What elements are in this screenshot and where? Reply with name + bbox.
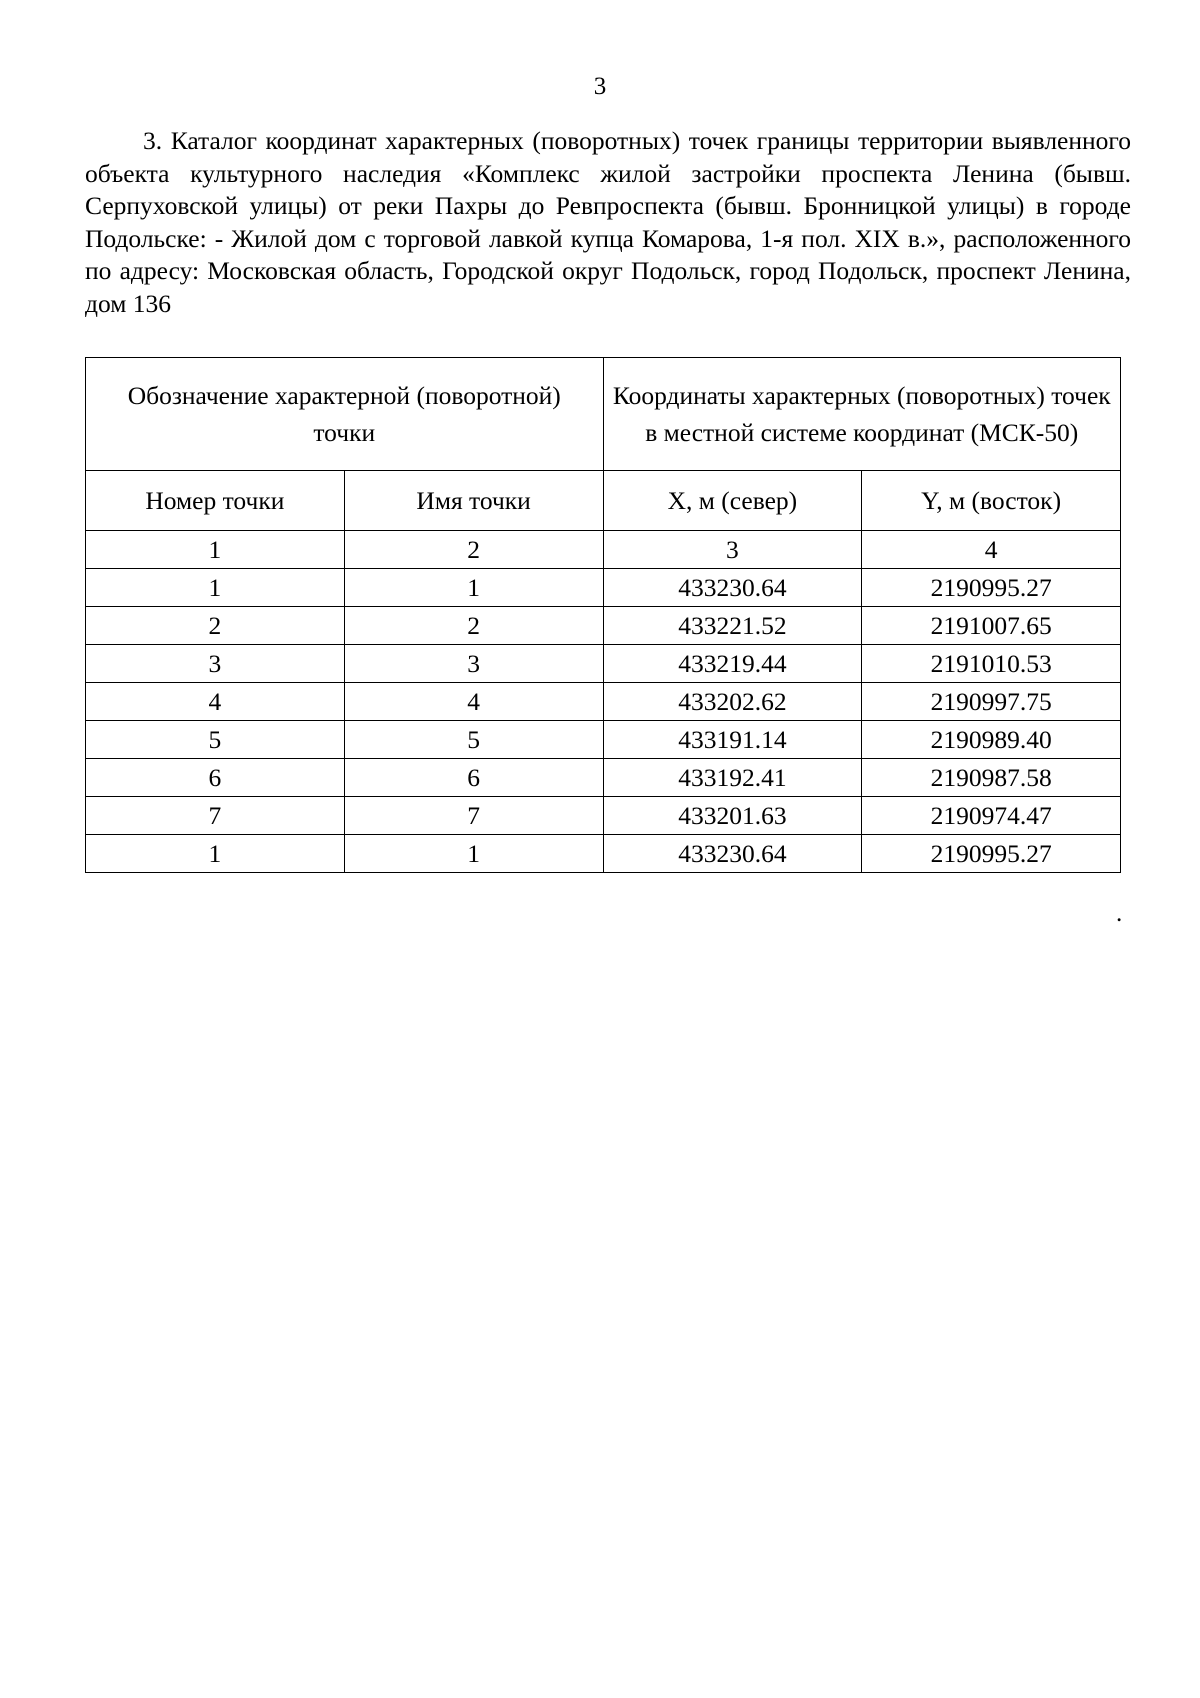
cell-y: 2190987.58 xyxy=(862,759,1121,797)
cell-point-name: 2 xyxy=(344,607,603,645)
coordinates-table xyxy=(85,357,1121,873)
table-row xyxy=(86,721,1121,759)
cell-y: 2191007.65 xyxy=(862,607,1121,645)
coordinates-table-body xyxy=(86,358,1121,873)
cell-point-name: 6 xyxy=(344,759,603,797)
column-number-row xyxy=(86,531,1121,569)
cell-point-number: 6 xyxy=(86,759,345,797)
cell-point-number: 5 xyxy=(86,721,345,759)
cell-point-number: 4 xyxy=(86,683,345,721)
trailing-period: . xyxy=(1116,900,1123,927)
cell-point-number: 3 xyxy=(86,645,345,683)
cell-point-name: 1 xyxy=(344,835,603,873)
cell-y: 2190995.27 xyxy=(862,835,1121,873)
cell-y: 2190989.40 xyxy=(862,721,1121,759)
table-row xyxy=(86,645,1121,683)
cell-x: 433221.52 xyxy=(603,607,862,645)
column-header-y: Y, м (восток) xyxy=(862,471,1121,531)
cell-point-number: 1 xyxy=(86,835,345,873)
cell-y: 2191010.53 xyxy=(862,645,1121,683)
column-number: 3 xyxy=(603,531,862,569)
table-row xyxy=(86,835,1121,873)
cell-point-number: 7 xyxy=(86,797,345,835)
cell-point-name: 5 xyxy=(344,721,603,759)
cell-point-name: 4 xyxy=(344,683,603,721)
cell-x: 433202.62 xyxy=(603,683,862,721)
cell-x: 433201.63 xyxy=(603,797,862,835)
column-number: 2 xyxy=(344,531,603,569)
point-designation-header: Обозначение характерной (поворотной) точки xyxy=(86,358,604,471)
table-row xyxy=(86,797,1121,835)
cell-point-number: 1 xyxy=(86,569,345,607)
cell-point-name: 7 xyxy=(344,797,603,835)
table-row xyxy=(86,607,1121,645)
table-row xyxy=(86,683,1121,721)
coordinates-header: Координаты характерных (поворотных) точек в местной системе координат (МСК-50) xyxy=(603,358,1121,471)
cell-point-name: 3 xyxy=(344,645,603,683)
cell-x: 433219.44 xyxy=(603,645,862,683)
cell-x: 433191.14 xyxy=(603,721,862,759)
cell-y: 2190995.27 xyxy=(862,569,1121,607)
column-number: 1 xyxy=(86,531,345,569)
table-header-row xyxy=(86,358,1121,471)
cell-point-name: 1 xyxy=(344,569,603,607)
table-row xyxy=(86,569,1121,607)
column-header-point-number: Номер точки xyxy=(86,471,345,531)
page-number: 3 xyxy=(593,73,607,100)
column-header-x: X, м (север) xyxy=(603,471,862,531)
table-row xyxy=(86,759,1121,797)
cell-point-number: 2 xyxy=(86,607,345,645)
cell-x: 433230.64 xyxy=(603,835,862,873)
cell-x: 433230.64 xyxy=(603,569,862,607)
cell-x: 433192.41 xyxy=(603,759,862,797)
column-header-point-name: Имя точки xyxy=(344,471,603,531)
table-column-header-row xyxy=(86,471,1121,531)
intro-paragraph: 3. Каталог координат характерных (поворотных) точек границы территории выявленного объекта культурного наследия «Комплекс жилой застройки проспекта Ленина (бывш. Серпуховской улицы) от реки Пахры до Ревпроспекта (бывш. Бронницкой улицы) в городе Подольске: - Жилой дом с торговой лавкой купца Комарова, 1-я пол. XIX в.», расположенного по адресу: Московская область, Городской округ Подольск, город Подольск, проспект Ленина, дом 136 xyxy=(85,126,1131,318)
cell-y: 2190997.75 xyxy=(862,683,1121,721)
cell-y: 2190974.47 xyxy=(862,797,1121,835)
column-number: 4 xyxy=(862,531,1121,569)
